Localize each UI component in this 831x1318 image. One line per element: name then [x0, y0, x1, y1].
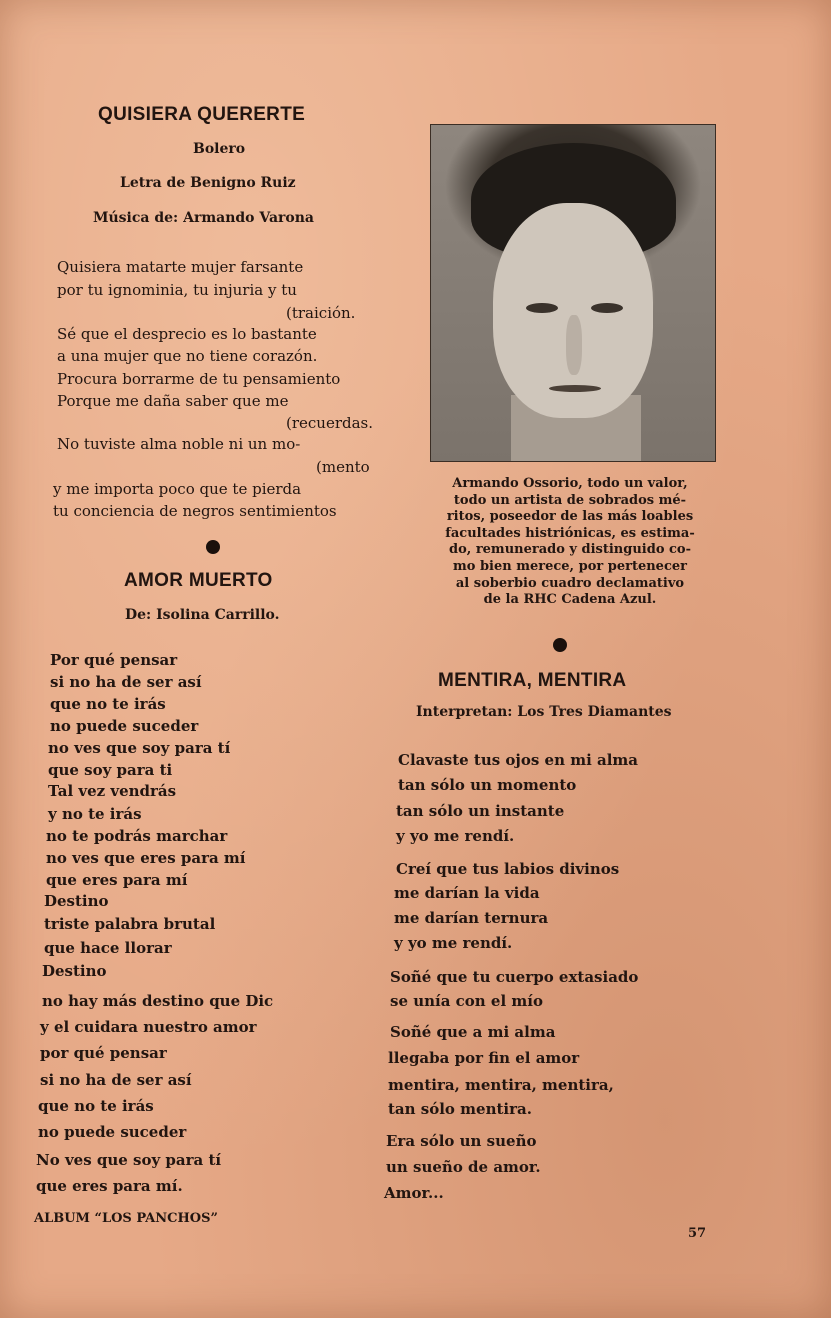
lyric-line: Clavaste tus ojos en mi alma — [398, 751, 639, 769]
caption-line: facultades histriónicas, es estima- — [445, 525, 695, 541]
song-title: AMOR MUERTO — [124, 570, 273, 591]
lyric-line: por tu ignominia, tu injuria y tu — [57, 281, 297, 299]
lyric-line: no ves que soy para tí — [48, 739, 231, 757]
portrait-photo — [430, 124, 716, 462]
lyric-line: Quisiera matarte mujer farsante — [57, 258, 304, 276]
caption-line: mo bien merece, por pertenecer — [453, 558, 687, 574]
lyric-line: se unía con el mío — [390, 992, 543, 1010]
lyric-line: a una mujer que no tiene corazón. — [57, 347, 318, 365]
lyric-line: Tal vez vendrás — [48, 782, 177, 800]
section-bullet — [206, 540, 220, 554]
lyric-line: y me importa poco que te pierda — [53, 480, 302, 498]
album-footer: ALBUM “LOS PANCHOS” — [34, 1211, 218, 1226]
lyric-line: que hace llorar — [44, 939, 172, 957]
caption-line: Armando Ossorio, todo un valor, — [452, 476, 688, 491]
caption-line: de la RHC Cadena Azul. — [483, 592, 657, 608]
lyric-line: y el cuidara nuestro amor — [40, 1018, 257, 1036]
song-performers: Interpretan: Los Tres Diamantes — [416, 704, 672, 720]
lyric-line: tan sólo mentira. — [388, 1100, 532, 1118]
lyric-line: (traición. — [286, 304, 356, 322]
lyric-line: no puede suceder — [38, 1123, 187, 1141]
lyric-line: triste palabra brutal — [44, 915, 216, 933]
lyric-line: si no ha de ser así — [40, 1071, 192, 1089]
lyric-line: tu conciencia de negros sentimientos — [53, 502, 337, 520]
lyric-line: Sé que el desprecio es lo bastante — [57, 325, 317, 343]
lyric-line: me darían ternura — [394, 909, 549, 927]
lyrics-credit: Letra de Benigno Ruiz — [120, 175, 296, 191]
caption-line: al soberbio cuadro declamativo — [455, 575, 685, 591]
lyric-line: que soy para ti — [48, 761, 173, 779]
lyric-line: me darían la vida — [394, 884, 540, 902]
lyric-line: No tuviste alma noble ni un mo- — [57, 435, 301, 453]
song-author: De: Isolina Carrillo. — [125, 607, 280, 623]
lyric-line: un sueño de amor. — [386, 1158, 541, 1176]
caption-line: ritos, poseedor de las más loables — [446, 509, 694, 525]
lyric-line: Procura borrarme de tu pensamiento — [57, 370, 341, 388]
lyric-line: por qué pensar — [40, 1044, 167, 1062]
lyric-line: no ves que eres para mí — [46, 849, 246, 867]
lyric-line: Era sólo un sueño — [386, 1132, 537, 1150]
lyric-line: que eres para mí — [46, 871, 188, 889]
section-bullet — [553, 638, 567, 652]
lyric-line: Creí que tus labios divinos — [396, 860, 620, 878]
song-title: MENTIRA, MENTIRA — [438, 670, 627, 691]
lyric-line: Soñé que a mi alma — [390, 1023, 556, 1041]
lyric-line: no puede suceder — [50, 717, 199, 735]
lyric-line: que no te irás — [38, 1097, 154, 1115]
song-genre: Bolero — [193, 141, 246, 157]
caption-line: do, remunerado y distinguido co- — [449, 542, 691, 558]
lyric-line: Amor... — [384, 1184, 444, 1202]
lyric-line: y yo me rendí. — [394, 934, 513, 952]
lyric-line: tan sólo un instante — [396, 802, 565, 820]
music-credit: Música de: Armando Varona — [93, 210, 314, 226]
lyric-line: (mento — [316, 458, 370, 476]
lyric-line: tan sólo un momento — [398, 776, 577, 794]
lyric-line: mentira, mentira, mentira, — [388, 1076, 614, 1094]
lyric-line: si no ha de ser así — [50, 673, 202, 691]
lyric-line: (recuerdas. — [286, 414, 374, 432]
lyric-line: que eres para mí. — [36, 1177, 183, 1195]
song-title: QUISIERA QUERERTE — [98, 104, 306, 125]
lyric-line: no hay más destino que Dic — [42, 992, 274, 1010]
lyric-line: y yo me rendí. — [396, 827, 515, 845]
lyric-line: llegaba por fin el amor — [388, 1049, 580, 1067]
caption-line: todo un artista de sobrados mé- — [453, 492, 687, 508]
lyric-line: Por qué pensar — [50, 651, 178, 669]
lyric-line: no te podrás marchar — [46, 827, 228, 845]
lyric-line: Destino — [42, 962, 107, 980]
page-number: 57 — [688, 1226, 707, 1241]
lyric-line: No ves que soy para tí — [36, 1151, 222, 1169]
lyric-line: Soñé que tu cuerpo extasiado — [390, 968, 639, 986]
photo-caption — [415, 476, 725, 609]
lyric-line: Porque me daña saber que me — [57, 392, 289, 410]
lyric-line: y no te irás — [48, 805, 142, 823]
lyric-line: Destino — [44, 892, 109, 910]
lyric-line: que no te irás — [50, 695, 166, 713]
